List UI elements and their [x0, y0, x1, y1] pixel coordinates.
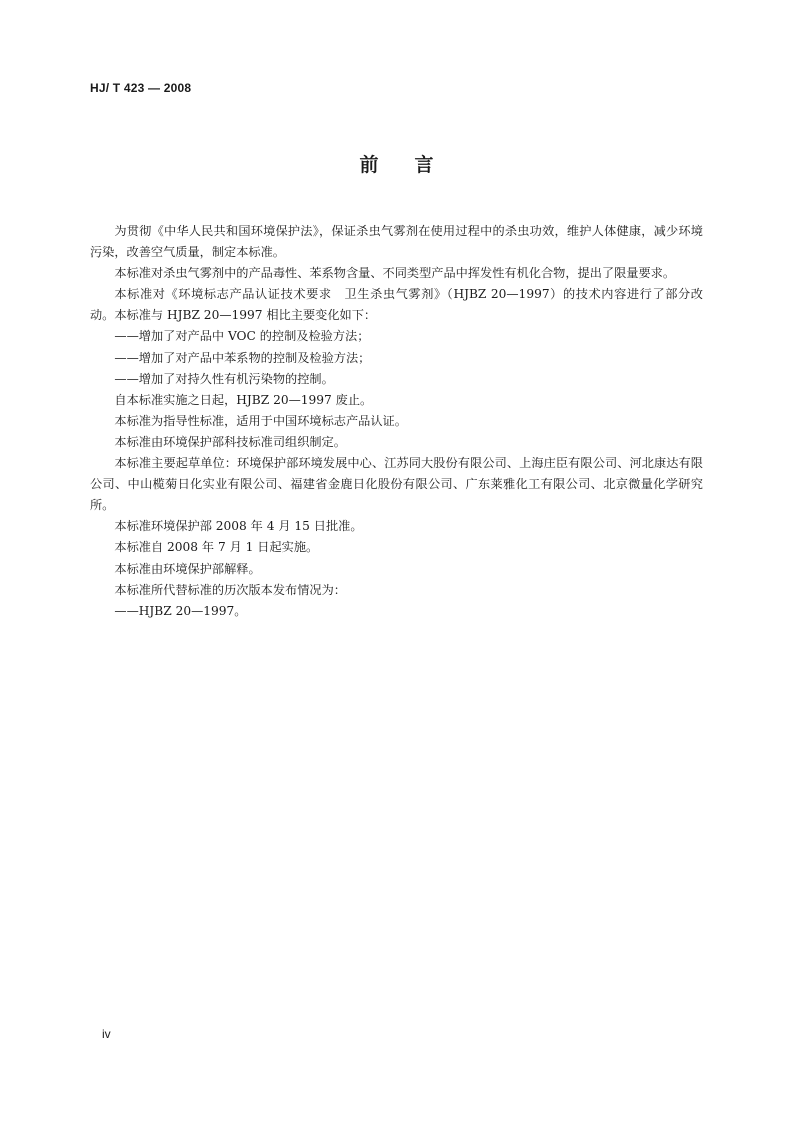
foreword-body: [90, 221, 703, 622]
paragraph-effective: 本标准自 2008 年 7 月 1 日起实施。: [114, 540, 319, 555]
list-item-history: ——HJBZ 20—1997。: [114, 603, 247, 618]
paragraph-changes-intro: 本标准对《环境标志产品认证技术要求 卫生杀虫气雾剂》（HJBZ 20—1997）的技术内容进行了部分改动。本标准与 HJBZ 20—1997 相比主要变化如下：: [90, 287, 703, 323]
page-title: [0, 150, 793, 177]
paragraph-interpretation: 本标准由环境保护部解释。: [114, 561, 261, 576]
standard-number: HJ/ T 423 — 2008: [90, 81, 192, 95]
paragraph-history-intro: 本标准所代替标准的历次版本发布情况为：: [114, 582, 346, 597]
paragraph-organizer: 本标准由环境保护部科技标准司组织制定。: [114, 434, 346, 449]
paragraph-scope: 本标准对杀虫气雾剂中的产品毒性、苯系物含量、不同类型产品中挥发性有机化合物，提出了限量要求。: [114, 266, 676, 281]
list-item-benzene: ——增加了对产品中苯系物的控制及检验方法；: [114, 350, 371, 365]
paragraph-abolish: 自本标准实施之日起，HJBZ 20—1997 废止。: [114, 392, 373, 407]
page-number: iv: [102, 1027, 111, 1041]
paragraph-purpose: 为贯彻《中华人民共和国环境保护法》，保证杀虫气雾剂在使用过程中的杀虫功效，维护人体健康，减少环境污染，改善空气质量，制定本标准。: [90, 224, 703, 260]
title-char-1: 前: [359, 154, 379, 176]
title-char-2: 言: [414, 154, 434, 176]
paragraph-guidance: 本标准为指导性标准，适用于中国环境标志产品认证。: [114, 413, 407, 428]
paragraph-drafters: 本标准主要起草单位：环境保护部环境发展中心、江苏同大股份有限公司、上海庄臣有限公司、河北康达有限公司、中山榄菊日化实业有限公司、福建省金鹿日化股份有限公司、广东莱雅化工有限公司、北京微量化学研究所。: [90, 456, 703, 513]
list-item-pop: ——增加了对持久性有机污染物的控制。: [114, 371, 334, 386]
list-item-voc: ——增加了对产品中 VOC 的控制及检验方法；: [114, 329, 370, 344]
paragraph-approval: 本标准环境保护部 2008 年 4 月 15 日批准。: [114, 519, 363, 534]
